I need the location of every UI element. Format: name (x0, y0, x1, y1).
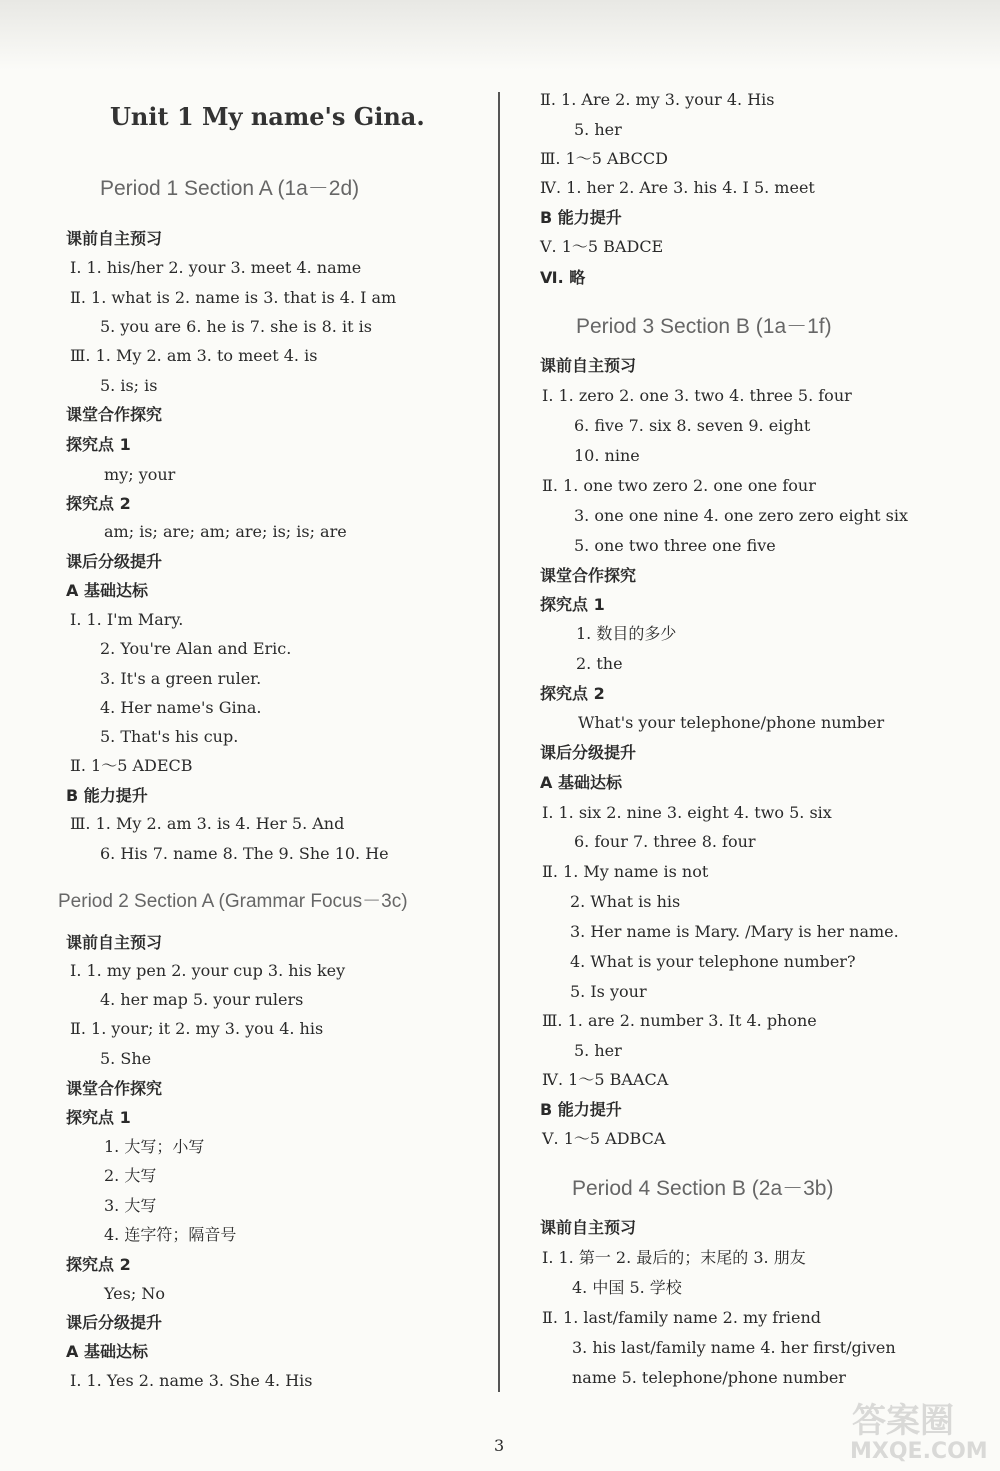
answer-line: 3. Her name is Mary. /Mary is her name. (570, 922, 899, 941)
answer-line: Ⅰ. 1. 第一 2. 最后的；末尾的 3. 朋友 (542, 1248, 806, 1267)
section-heading: A 基础达标 (66, 581, 148, 600)
answer-line: 2. You're Alan and Eric. (100, 639, 292, 658)
answer-line: Ⅰ. 1. Yes 2. name 3. She 4. His (70, 1371, 313, 1390)
answer-line: Ⅲ. 1. My 2. am 3. is 4. Her 5. And (70, 814, 345, 833)
section-heading: B 能力提升 (66, 786, 148, 805)
answer-line: Ⅴ. 1～5 BADCE (540, 237, 664, 256)
section-heading: 课后分级提升 (540, 743, 637, 762)
answer-line: Ⅱ. 1～5 ADECB (70, 756, 193, 775)
answer-line: Yes; No (104, 1284, 165, 1303)
answer-line: Ⅳ. 1～5 BAACA (542, 1070, 669, 1089)
answer-line: Ⅰ. 1. six 2. nine 3. eight 4. two 5. six (542, 803, 832, 822)
answer-line: Ⅱ. 1. one two zero 2. one one four (542, 476, 816, 495)
answer-line: 3. one one nine 4. one zero zero eight six (574, 506, 908, 525)
unit-title: Unit 1 My name's Gina. (110, 102, 425, 131)
period-1-title: Period 1 Section A (1a－2d) (100, 177, 360, 200)
section-heading: 探究点 2 (66, 494, 131, 513)
answer-line: 4. her map 5. your rulers (100, 990, 304, 1009)
answer-line: name 5. telephone/phone number (572, 1368, 846, 1387)
section-heading: 课前自主预习 (66, 933, 163, 952)
section-heading: 课堂合作探究 (540, 566, 637, 585)
column-divider (498, 92, 500, 1392)
watermark-logo-text: 答案圈 (852, 1401, 954, 1441)
period-4-title: Period 4 Section B (2a－3b) (572, 1177, 834, 1200)
answer-line: 6. four 7. three 8. four (574, 832, 756, 851)
answer-line: Ⅲ. 1. are 2. number 3. It 4. phone (542, 1011, 817, 1030)
answer-line: 2. the (576, 654, 623, 673)
answer-line: 5. That's his cup. (100, 727, 239, 746)
answer-line: Ⅰ. 1. I'm Mary. (70, 610, 184, 629)
answer-line: 5. is; is (100, 376, 158, 395)
section-heading: 探究点 1 (66, 435, 131, 454)
answer-line: Ⅴ. 1～5 ADBCA (542, 1129, 666, 1148)
answer-line: Ⅰ. 1. zero 2. one 3. two 4. three 5. four (542, 386, 852, 405)
answer-line: 5. She (100, 1049, 152, 1068)
answer-line: 1. 大写；小写 (104, 1137, 205, 1156)
answer-line: What's your telephone/phone number (578, 713, 885, 732)
answer-line: 5. one two three one five (574, 536, 776, 555)
answer-line: 5. her (574, 120, 622, 139)
answer-line: Ⅰ. 1. his/her 2. your 3. meet 4. name (70, 258, 362, 277)
answer-line: Ⅱ. 1. your; it 2. my 3. you 4. his (70, 1019, 324, 1038)
answer-line: Ⅱ. 1. what is 2. name is 3. that is 4. I am (70, 288, 397, 307)
section-heading: A 基础达标 (66, 1342, 148, 1361)
answer-line: 6. five 7. six 8. seven 9. eight (574, 416, 811, 435)
answer-line: 1. 数目的多少 (576, 624, 677, 643)
answer-line: 4. 连字符；隔音号 (104, 1225, 237, 1244)
section-heading: 探究点 2 (540, 684, 605, 703)
answer-line: 4. 中国 5. 学校 (572, 1278, 682, 1297)
section-heading: 探究点 2 (66, 1255, 131, 1274)
answer-line: Ⅵ. 略 (540, 268, 586, 287)
answer-line: 2. What is his (570, 892, 681, 911)
answer-line: 3. his last/family name 4. her first/given (572, 1338, 896, 1357)
answer-line: Ⅲ. 1～5 ABCCD (540, 149, 668, 168)
section-heading: 课前自主预习 (540, 1218, 637, 1237)
section-heading: 课堂合作探究 (66, 1079, 163, 1098)
section-heading: 课后分级提升 (66, 552, 163, 571)
section-heading: 课堂合作探究 (66, 405, 163, 424)
section-heading: B 能力提升 (540, 208, 622, 227)
section-heading: A 基础达标 (540, 773, 622, 792)
section-heading: 探究点 1 (66, 1108, 131, 1127)
section-heading: 课后分级提升 (66, 1313, 163, 1332)
section-heading: 课前自主预习 (66, 229, 163, 248)
answer-line: 4. What is your telephone number? (570, 952, 856, 971)
scan-edge (0, 0, 1000, 70)
period-3-title: Period 3 Section B (1a－1f) (576, 315, 832, 338)
section-heading: 探究点 1 (540, 595, 605, 614)
answer-line: Ⅱ. 1. last/family name 2. my friend (542, 1308, 821, 1327)
page-number: 3 (494, 1436, 505, 1455)
section-heading: 课前自主预习 (540, 356, 637, 375)
answer-line: 10. nine (574, 446, 640, 465)
period-2-title: Period 2 Section A (Grammar Focus－3c) (58, 891, 408, 912)
answer-line: Ⅲ. 1. My 2. am 3. to meet 4. is (70, 346, 318, 365)
answer-line: 3. 大写 (104, 1196, 157, 1215)
section-heading: B 能力提升 (540, 1100, 622, 1119)
answer-line: am; is; are; am; are; is; is; are (104, 522, 347, 541)
answer-line: 4. Her name's Gina. (100, 698, 262, 717)
answer-line: 2. 大写 (104, 1166, 157, 1185)
answer-line: Ⅳ. 1. her 2. Are 3. his 4. I 5. meet (540, 178, 815, 197)
answer-line: Ⅰ. 1. my pen 2. your cup 3. his key (70, 961, 346, 980)
watermark-url: MXQE.COM (850, 1439, 988, 1464)
answer-line: 3. It's a green ruler. (100, 669, 262, 688)
answer-line: Ⅱ. 1. My name is not (542, 862, 709, 881)
answer-line: 5. her (574, 1041, 622, 1060)
answer-line: 5. you are 6. he is 7. she is 8. it is (100, 317, 372, 336)
answer-line: Ⅱ. 1. Are 2. my 3. your 4. His (540, 90, 775, 109)
site-watermark (832, 1389, 992, 1467)
answer-line: my; your (104, 465, 176, 484)
answer-line: 6. His 7. name 8. The 9. She 10. He (100, 844, 389, 863)
answer-line: 5. Is your (570, 982, 647, 1001)
